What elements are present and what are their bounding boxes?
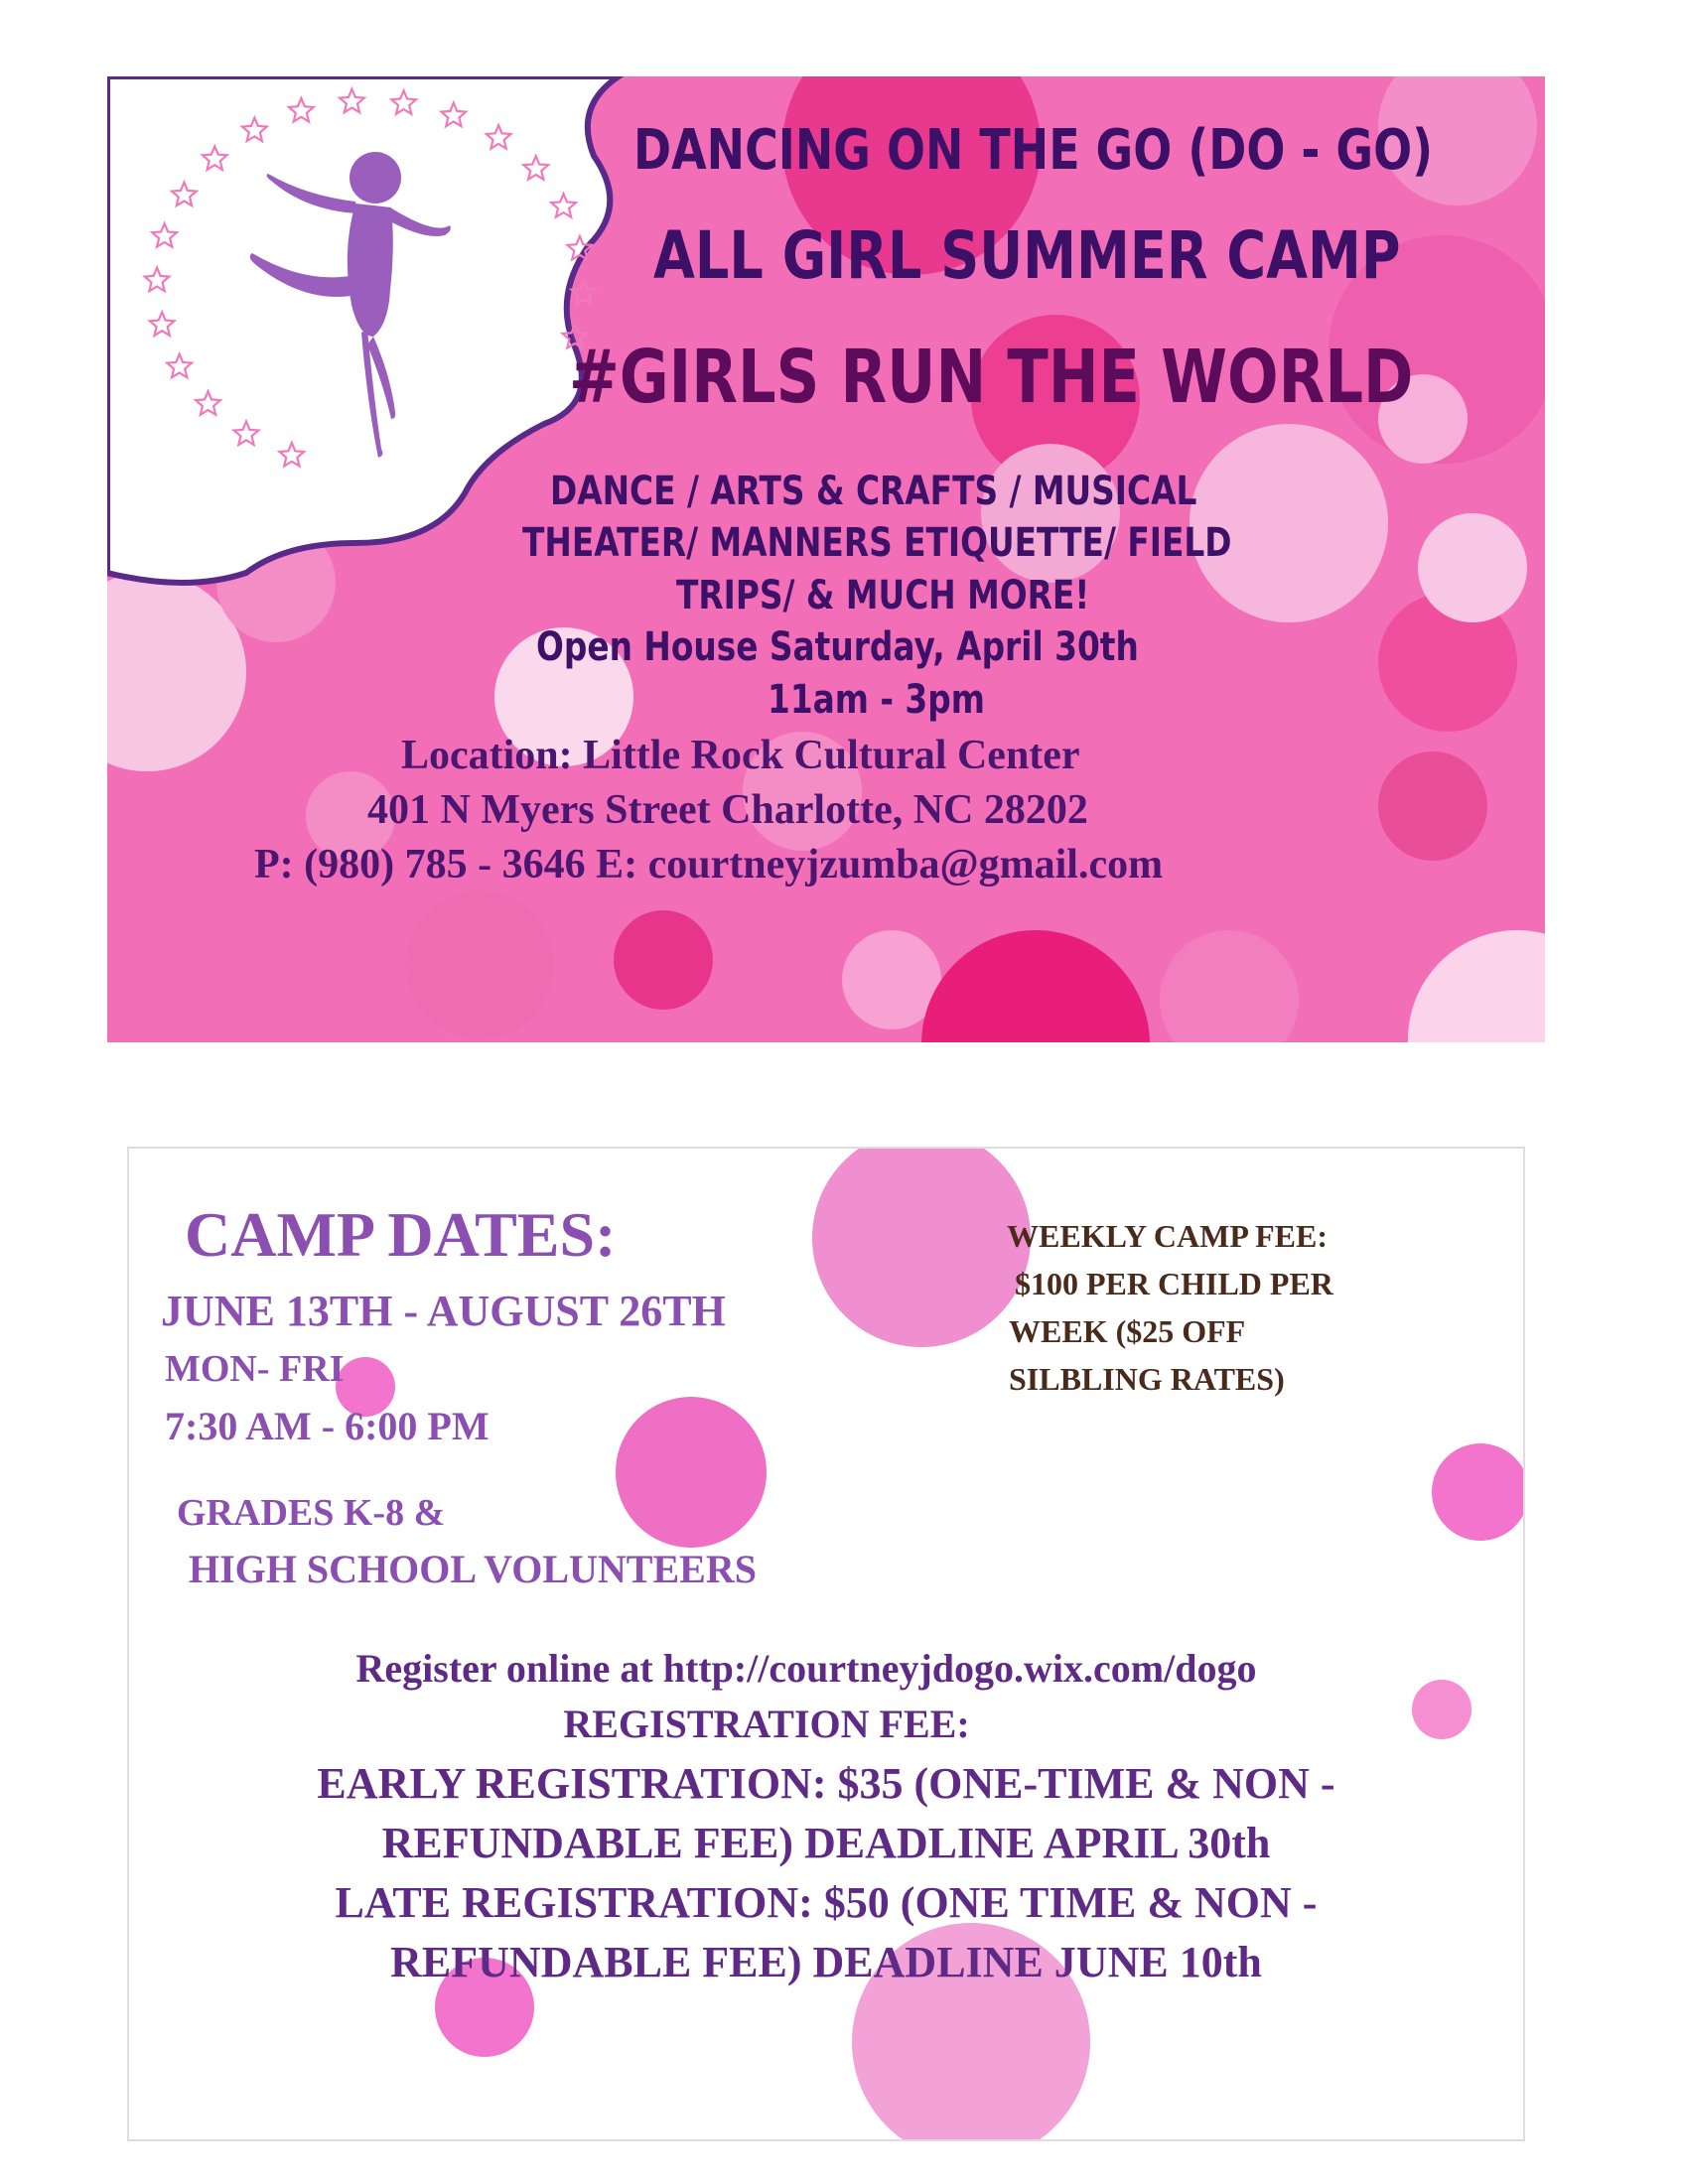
weekly-fee-line: SILBLING RATES) (1009, 1361, 1285, 1397)
activities-line: THEATER/ MANNERS ETIQUETTE/ FIELD (522, 520, 1232, 566)
location-text: Location: Little Rock Cultural Center (401, 733, 1080, 778)
front-card (107, 76, 1545, 1042)
address-text: 401 N Myers Street Charlotte, NC 28202 (367, 787, 1088, 833)
registration-fee-heading: REGISTRATION FEE: (563, 1702, 970, 1746)
polka-dot (1160, 930, 1299, 1042)
camp-name-heading: DANCING ON THE GO (DO - GO) (633, 118, 1434, 183)
weekly-fee-line: $100 PER CHILD PER (1015, 1266, 1333, 1301)
camp-days: MON- FRI (165, 1348, 345, 1390)
weekly-fee-line: WEEKLY CAMP FEE: (1007, 1218, 1328, 1254)
activities-line: DANCE / ARTS & CRAFTS / MUSICAL (550, 469, 1197, 514)
polka-dot (616, 1397, 767, 1548)
weekly-fee-line: WEEK ($25 OFF (1009, 1313, 1246, 1349)
register-online-text: Register online at http://courtneyjdogo.wix.com/dogo (355, 1646, 1257, 1691)
volunteers-text: HIGH SCHOOL VOLUNTEERS (189, 1547, 757, 1591)
polka-dot (1432, 1443, 1525, 1541)
back-card (127, 1147, 1525, 2141)
registration-line: LATE REGISTRATION: $50 (ONE TIME & NON - (335, 1878, 1318, 1927)
polka-dot (812, 1147, 1031, 1347)
open-house-text: Open House Saturday, April 30th (536, 624, 1139, 670)
tagline-heading: #GIRLS RUN THE WORLD (569, 335, 1414, 420)
polka-dot (1418, 513, 1527, 622)
registration-line: EARLY REGISTRATION: $35 (ONE-TIME & NON - (317, 1759, 1335, 1808)
star-icon (571, 281, 596, 305)
open-house-time: 11am - 3pm (768, 677, 985, 723)
grades-text: GRADES K-8 & (177, 1492, 446, 1534)
polka-dot (921, 930, 1150, 1042)
polka-dot (405, 890, 554, 1039)
registration-line: REFUNDABLE FEE) DEADLINE JUNE 10th (390, 1938, 1262, 1986)
camp-hours: 7:30 AM - 6:00 PM (165, 1404, 490, 1448)
camp-date-range: JUNE 13TH - AUGUST 26TH (161, 1287, 726, 1335)
registration-line: REFUNDABLE FEE) DEADLINE APRIL 30th (381, 1819, 1271, 1867)
camp-dates-heading: CAMP DATES: (185, 1199, 617, 1270)
contact-text: P: (980) 785 - 3646 E: courtneyjzumba@gmail.com (254, 842, 1164, 887)
polka-dot (1408, 930, 1545, 1042)
camp-type-heading: ALL GIRL SUMMER CAMP (653, 217, 1401, 294)
polka-dot (614, 910, 713, 1010)
polka-dot (1378, 751, 1487, 861)
activities-line: TRIPS/ & MUCH MORE! (676, 573, 1090, 618)
